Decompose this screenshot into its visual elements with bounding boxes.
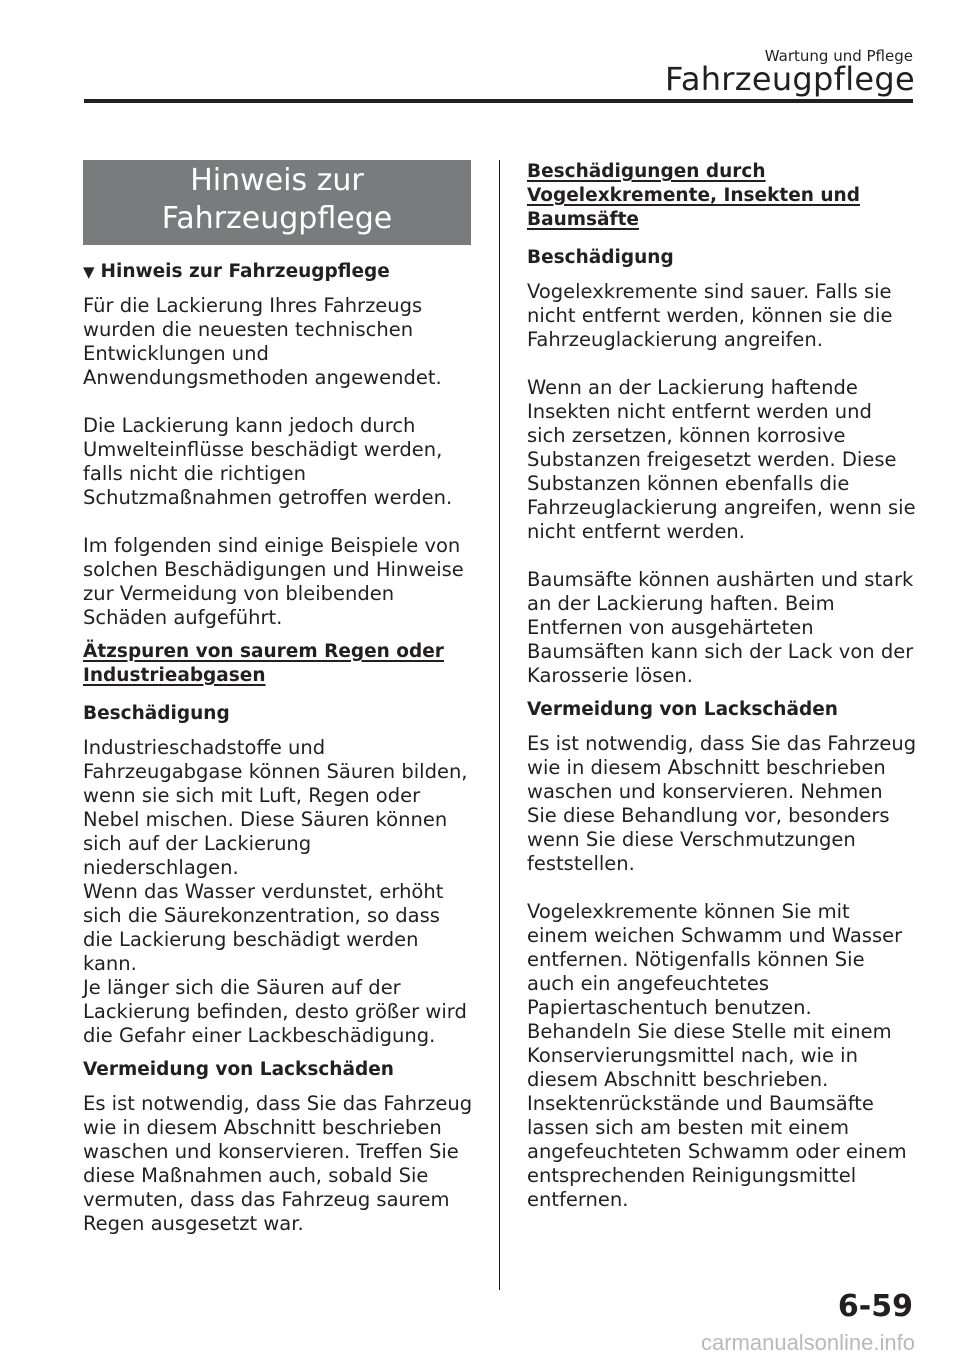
section-title-line-1: Hinweis zur [190, 163, 364, 198]
paragraph: Baumsäfte können aushärten und stark an der Lackierung haften. Beim Entfernen von ausgehärteten Baumsäften kann sich der Lack von der Karosserie lösen. [527, 568, 914, 687]
triangle-down-icon: ▼ [83, 263, 95, 281]
section-title-box [83, 160, 471, 245]
subsection-heading [83, 260, 473, 284]
topic-heading-line-1: Ätzspuren von saurem Regen oder [83, 641, 444, 662]
subsection-heading-text: Hinweis zur Fahrzeugpflege [100, 261, 390, 282]
paragraph: Vogelexkremente können Sie mit einem weichen Schwamm und Wasser entfernen. Nötigenfalls können Sie auch ein angefeuchtetes Papiertaschentuch benutzen. Behandeln Sie diese Stelle mit einem Konservierungsmittel nach, wie in diesem Abschnitt beschrieben. Insektenrückstände und Baumsäfte lassen sich am besten mit einem angefeuchteten Schwamm oder einem entsprechenden Reinigungsmittel entfernen. [527, 900, 907, 1211]
paragraph: Vogelexkremente sind sauer. Falls sie nicht entfernt werden, können sie die Fahrzeuglackierung angreifen. [527, 280, 893, 351]
header-rule [84, 99, 913, 103]
page-number: 6-59 [837, 1289, 913, 1324]
topic-heading-line-3: Baumsäfte [527, 209, 639, 230]
topic-heading-line-2: Industrieabgasen [83, 665, 266, 686]
watermark: carmanualsonline.info [700, 1330, 915, 1355]
topic-heading [83, 640, 473, 688]
prevention-label: Vermeidung von Lackschäden [83, 1059, 394, 1080]
section-title-line-2: Fahrzeugpflege [161, 201, 393, 236]
page-header-title: Fahrzeugpflege [665, 60, 915, 98]
damage-label: Beschädigung [83, 703, 230, 724]
chapter-label: Wartung und Pflege [764, 47, 913, 65]
paragraph: Es ist notwendig, dass Sie das Fahrzeug wie in diesem Abschnitt beschrieben waschen und konservieren. Nehmen Sie diese Behandlung vor, besonders wenn Sie diese Verschmutzungen feststellen. [527, 732, 917, 875]
paragraph: Wenn an der Lackierung haftende Insekten nicht entfernt werden und sich zersetzen, können korrosive Substanzen freigesetzt werden. Diese Substanzen können ebenfalls die Fahrzeuglackierung angreifen, wenn sie nicht entfernt werden. [527, 376, 916, 543]
paragraph: Für die Lackierung Ihres Fahrzeugs wurden die neuesten technischen Entwicklungen und Anwendungsmethoden angewendet. [83, 294, 442, 389]
paragraph: Es ist notwendig, dass Sie das Fahrzeug wie in diesem Abschnitt beschrieben waschen und konservieren. Treffen Sie diese Maßnahmen auch, sobald Sie vermuten, dass das Fahrzeug saurem Regen ausgesetzt war. [83, 1092, 473, 1235]
right-column [527, 160, 917, 1236]
paragraph: Industrieschadstoffe und Fahrzeugabgase können Säuren bilden, wenn sie sich mit Luft, Regen oder Nebel mischen. Diese Säuren können sich auf der Lackierung niederschlagen. Wenn das Wasser verdunstet, erhöht sich die Säurekonzentration, so dass die Lackierung beschädigt werden kann. Je länger sich die Säuren auf der Lackierung befinden, desto größer wird die Gefahr einer Lackbeschädigung. [83, 736, 468, 1047]
topic-heading [527, 160, 917, 232]
paragraph: Die Lackierung kann jedoch durch Umwelteinflüsse beschädigt werden, falls nicht die richtigen Schutzmaßnahmen getroffen werden. [83, 414, 453, 509]
topic-heading-line-2: Vogelexkremente, Insekten und [527, 185, 860, 206]
topic-heading-line-1: Beschädigungen durch [527, 161, 766, 182]
column-divider [499, 160, 500, 1290]
damage-label: Beschädigung [527, 247, 674, 268]
prevention-label: Vermeidung von Lackschäden [527, 699, 838, 720]
left-column [83, 160, 473, 1260]
paragraph: Im folgenden sind einige Beispiele von solchen Beschädigungen und Hinweise zur Vermeidung von bleibenden Schäden aufgeführt. [83, 534, 464, 629]
